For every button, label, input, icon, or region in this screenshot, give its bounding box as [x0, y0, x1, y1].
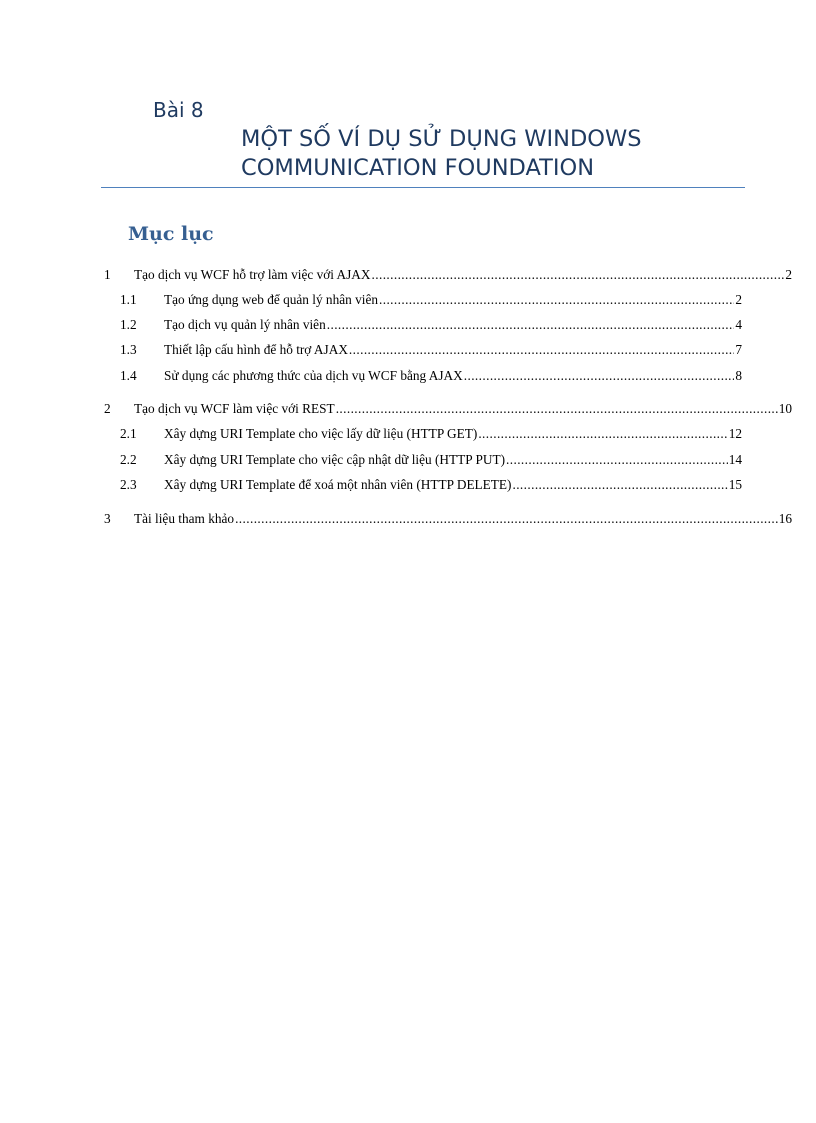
toc-entry-text: Xây dựng URI Template cho việc lấy dữ liệu (HTTP GET): [164, 426, 478, 441]
toc-entry[interactable]: [120, 451, 742, 469]
toc-leader: [379, 291, 734, 309]
toc-entry-page: 15: [728, 477, 742, 492]
toc-entry-page: 16: [778, 511, 792, 526]
title-line-2: COMMUNICATION FOUNDATION: [241, 155, 595, 181]
toc-leader: [512, 476, 727, 494]
toc-leader: [478, 425, 727, 443]
title-line-1: MỘT SỐ VÍ DỤ SỬ DỤNG WINDOWS: [241, 126, 642, 152]
toc-entry[interactable]: [120, 367, 742, 385]
toc-entry-number: 1.4: [120, 368, 137, 383]
toc-entry[interactable]: [104, 266, 792, 284]
toc-leader: [235, 510, 778, 528]
toc-entry[interactable]: [120, 425, 742, 443]
toc-entry-page: 8: [735, 368, 742, 383]
toc-entry-page: 7: [735, 342, 742, 357]
toc-entry-text: Tạo dịch vụ WCF hỗ trợ làm việc với AJAX: [134, 267, 371, 282]
toc-entry-text: Tạo ứng dụng web để quản lý nhân viên: [164, 292, 378, 307]
toc-entry-number: 2.2: [120, 452, 137, 467]
toc-entry-page: 4: [735, 317, 742, 332]
toc-entry-text: Xây dựng URI Template để xoá một nhân viên (HTTP DELETE): [164, 477, 512, 492]
toc-heading: Mục lục: [128, 223, 214, 245]
toc-entry-number: 1: [104, 267, 111, 282]
toc-entry-text: Sử dụng các phương thức của dịch vụ WCF bằng AJAX: [164, 368, 463, 383]
toc-entry[interactable]: [120, 316, 742, 334]
toc-entry-number: 1.3: [120, 342, 137, 357]
title-divider: [101, 187, 745, 188]
toc-entry-page: 14: [728, 452, 742, 467]
toc-entry[interactable]: [104, 400, 792, 418]
toc-leader: [327, 316, 735, 334]
toc-entry-text: Thiết lập cấu hình để hỗ trợ AJAX: [164, 342, 348, 357]
lesson-number: Bài 8: [153, 98, 204, 122]
toc-entry-text: Tạo dịch vụ WCF làm việc với REST: [134, 401, 335, 416]
toc-entry[interactable]: [120, 291, 742, 309]
toc-entry[interactable]: [104, 510, 792, 528]
toc-entry-number: 1.1: [120, 292, 137, 307]
toc-entry-number: 3: [104, 511, 111, 526]
toc-entry-page: 10: [778, 401, 792, 416]
toc-entry-page: 2: [785, 267, 792, 282]
toc-entry-text: Tài liệu tham khảo: [134, 511, 235, 526]
toc-entry-page: 12: [728, 426, 742, 441]
toc-entry-page: 2: [735, 292, 742, 307]
toc-entry-text: Xây dựng URI Template cho việc cập nhật dữ liệu (HTTP PUT): [164, 452, 506, 467]
toc-entry-number: 2.3: [120, 477, 137, 492]
toc-entry[interactable]: [120, 341, 742, 359]
toc-leader: [506, 451, 728, 469]
toc-leader: [336, 400, 778, 418]
document-title: [241, 125, 741, 183]
toc-entry-number: 2.1: [120, 426, 137, 441]
toc-entry-number: 2: [104, 401, 111, 416]
toc-leader: [372, 266, 785, 284]
toc-leader: [464, 367, 735, 385]
toc-entry[interactable]: [120, 476, 742, 494]
toc-entry-number: 1.2: [120, 317, 137, 332]
toc-leader: [349, 341, 734, 359]
toc-entry-text: Tạo dịch vụ quản lý nhân viên: [164, 317, 326, 332]
